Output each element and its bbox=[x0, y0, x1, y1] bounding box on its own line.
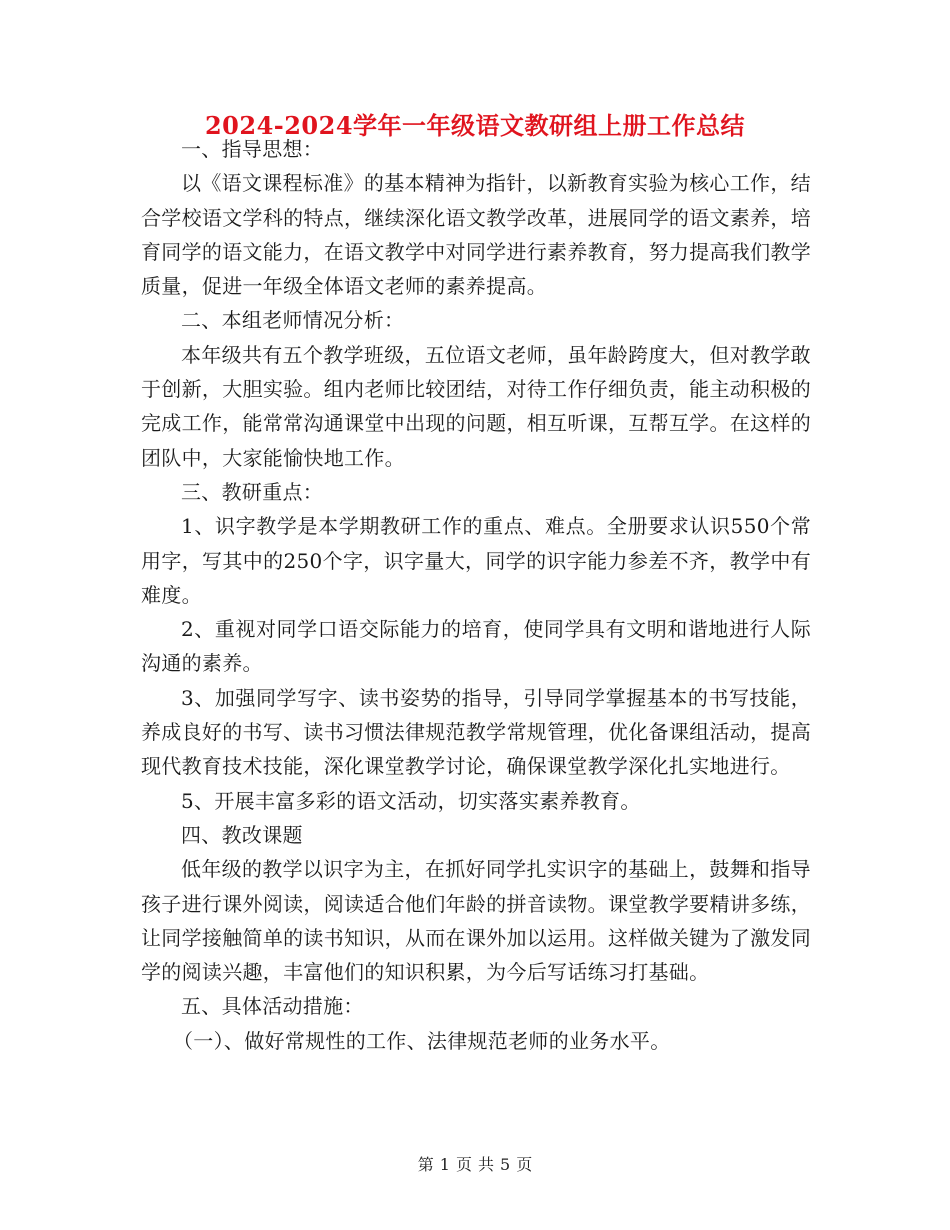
footer-label-total-prefix: 共 bbox=[478, 1155, 495, 1174]
paragraph-focus-5: 5、开展丰富多彩的语文活动，切实落实素养教育。 bbox=[181, 788, 641, 813]
document-title: 2024-2024学年一年级语文教研组上册工作总结 bbox=[204, 111, 746, 140]
section-heading-4: 四、教改课题 bbox=[181, 822, 303, 847]
subsection-heading-1: （一）、做好常规性的工作、法律规范老师的业务水平。 bbox=[173, 1028, 671, 1053]
footer-label-prefix: 第 bbox=[417, 1155, 434, 1174]
section-heading-5: 五、具体活动措施： bbox=[181, 994, 364, 1019]
section-heading-3: 三、教研重点： bbox=[181, 479, 324, 504]
paragraph-reform-topic: 低年级的教学以识字为主，在抓好同学扎实识字的基础上，鼓舞和指导孩子进行课外阅读，阅读适合他们年龄的拼音读物。课堂教学要精讲多练，让同学接触简单的读书知识，从而在课外加以运用。这样做关键为了激发同学的阅读兴趣，丰富他们的知识积累，为今后写话练习打基础。 bbox=[141, 857, 811, 985]
section-heading-2: 二、本组老师情况分析： bbox=[181, 308, 405, 333]
section-heading-1: 一、指导思想： bbox=[181, 137, 324, 161]
page-footer bbox=[0, 1153, 950, 1177]
paragraph-focus-3: 3、加强同学写字、读书姿势的指导，引导同学掌握基本的书写技能，养成良好的书写、读书习惯法律规范教学常规管理，优化备课组活动，提高现代教育技术技能，深化课堂教学讨论，确保课堂教学深化扎实地进行。 bbox=[141, 685, 811, 779]
footer-label-total-suffix: 页 bbox=[516, 1155, 533, 1174]
footer-label-page: 页 bbox=[455, 1155, 472, 1174]
paragraph-focus-2: 2、重视对同学口语交际能力的培育，使同学具有文明和谐地进行人际沟通的素养。 bbox=[141, 617, 811, 676]
paragraph-guiding-ideology: 以《语文课程标准》的基本精神为指针，以新教育实验为核心工作，结合学校语文学科的特点，继续深化语文教学改革，进展同学的语文素养，培育同学的语文能力，在语文教学中对同学进行素养教育，努力提高我们教学质量，促进一年级全体语文老师的素养提高。 bbox=[141, 171, 811, 299]
document-body bbox=[141, 132, 811, 1058]
footer-total-pages: 5 bbox=[500, 1155, 511, 1174]
footer-current-page: 1 bbox=[439, 1155, 450, 1174]
paragraph-focus-1: 1、识字教学是本学期教研工作的重点、难点。全册要求认识550个常用字，写其中的250个字，识字量大，同学的识字能力参差不齐，教学中有难度。 bbox=[141, 514, 811, 607]
paragraph-teacher-analysis: 本年级共有五个教学班级，五位语文老师，虽年龄跨度大，但对教学敢于创新，大胆实验。组内老师比较团结，对待工作仔细负责，能主动积极的完成工作，能常常沟通课堂中出现的问题，相互听课，互帮互学。在这样的团队中，大家能愉快地工作。 bbox=[141, 342, 811, 470]
